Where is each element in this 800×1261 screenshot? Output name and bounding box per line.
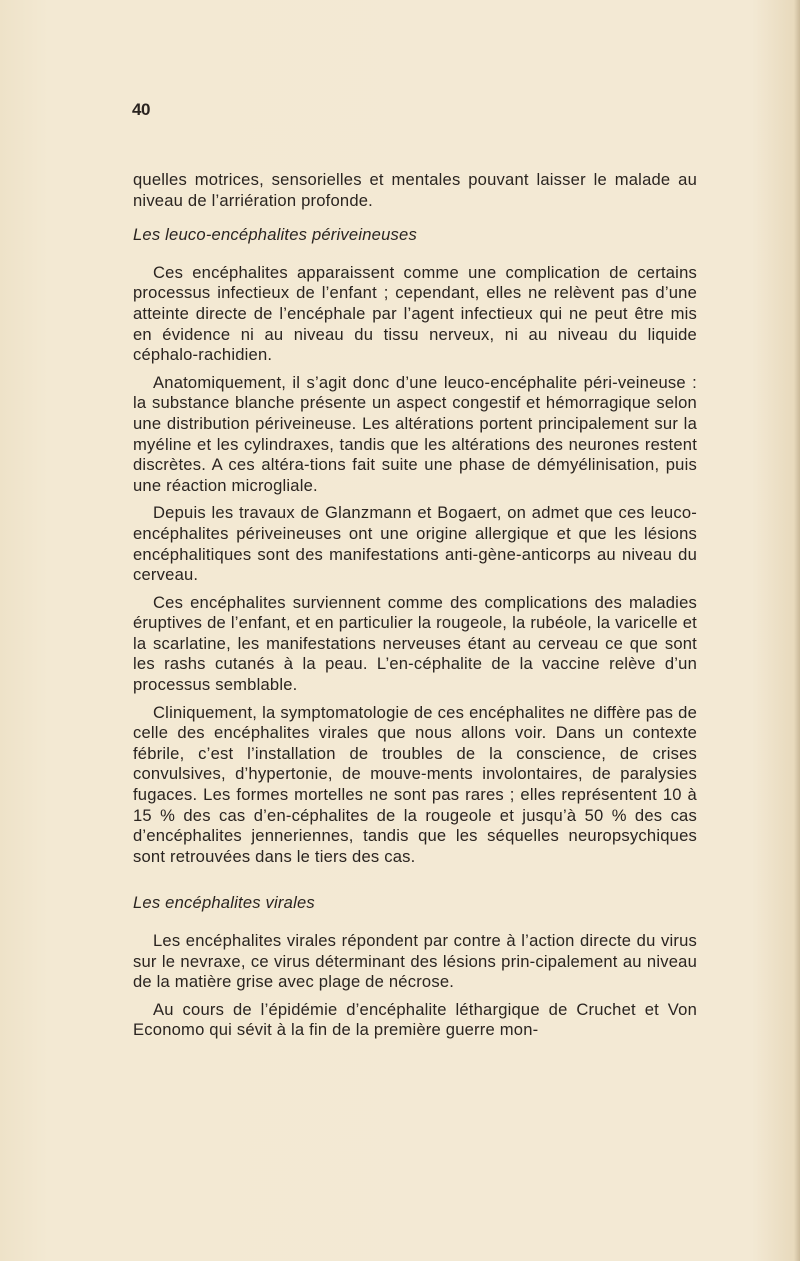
page-number: 40 xyxy=(132,100,150,119)
paragraph: Ces encéphalites surviennent comme des complications des maladies éruptives de l’enfant, et en particulier la rougeole, la rubéole, la varicelle et la scarlatine, les manifestations nerveuses étant au cerveau ce que sont les rashs cutanés à la peau. L’en-céphalite de la vaccine relève d’un processus semblable. xyxy=(133,592,697,695)
continuation-paragraph: quelles motrices, sensorielles et mentales pouvant laisser le malade au niveau de l’arriération profonde. xyxy=(133,170,697,210)
section-heading-leuco-encephalites: Les leuco-encéphalites périveineuses xyxy=(133,225,417,245)
paragraph: Cliniquement, la symptomatologie de ces encéphalites ne diffère pas de celle des encéphalites virales que nous allons voir. Dans un contexte fébrile, c’est l’installation de troubles de la conscience, de crises convulsives, d’hypertonie, de mouve-ments involontaires, de paralysies fugaces. Les formes mortelles ne sont pas rares ; elles représentent 10 à 15 % des cas d’en-céphalites de la rougeole et jusqu’à 50 % des cas d’encéphalites jenneriennes, tandis que les séquelles neuropsychiques sont retrouvées dans le tiers des cas. xyxy=(133,702,697,866)
page-edge-shadow xyxy=(794,0,800,1261)
paragraph: Au cours de l’épidémie d’encéphalite léthargique de Cruchet et Von Economo qui sévit à la fin de la première guerre mon- xyxy=(133,999,697,1040)
body-text xyxy=(133,170,697,1041)
paragraph: Depuis les travaux de Glanzmann et Bogaert, on admet que ces leuco-encéphalites périveineuses ont une origine allergique et que les lésions encéphalitiques sont des manifestations anti-gène-anticorps au niveau du cerveau. xyxy=(133,503,697,585)
section-heading-encephalites-virales: Les encéphalites virales xyxy=(133,893,315,913)
paragraph: Ces encéphalites apparaissent comme une complication de certains processus infectieux de l’enfant ; cependant, elles ne relèvent pas d’une atteinte directe de l’encéphale par l’agent infectieux qui ne peut être mis en évidence ni au niveau du tissu nerveux, ni au niveau du liquide céphalo-rachidien. xyxy=(133,262,697,365)
paragraph: Anatomiquement, il s’agit donc d’une leuco-encéphalite péri-veineuse : la substance blanche présente un aspect congestif et hémorragique selon une distribution périveineuse. Les altérations portent principalement sur la myéline et les cylindraxes, tandis que les altérations des neurones restent discrètes. A ces altéra-tions fait suite une phase de démyélinisation, puis une réaction microgliale. xyxy=(133,372,697,495)
paragraph: Les encéphalites virales répondent par contre à l’action directe du virus sur le nevraxe, ce virus déterminant des lésions prin-cipalement au niveau de la matière grise avec plage de nécrose. xyxy=(133,931,697,992)
